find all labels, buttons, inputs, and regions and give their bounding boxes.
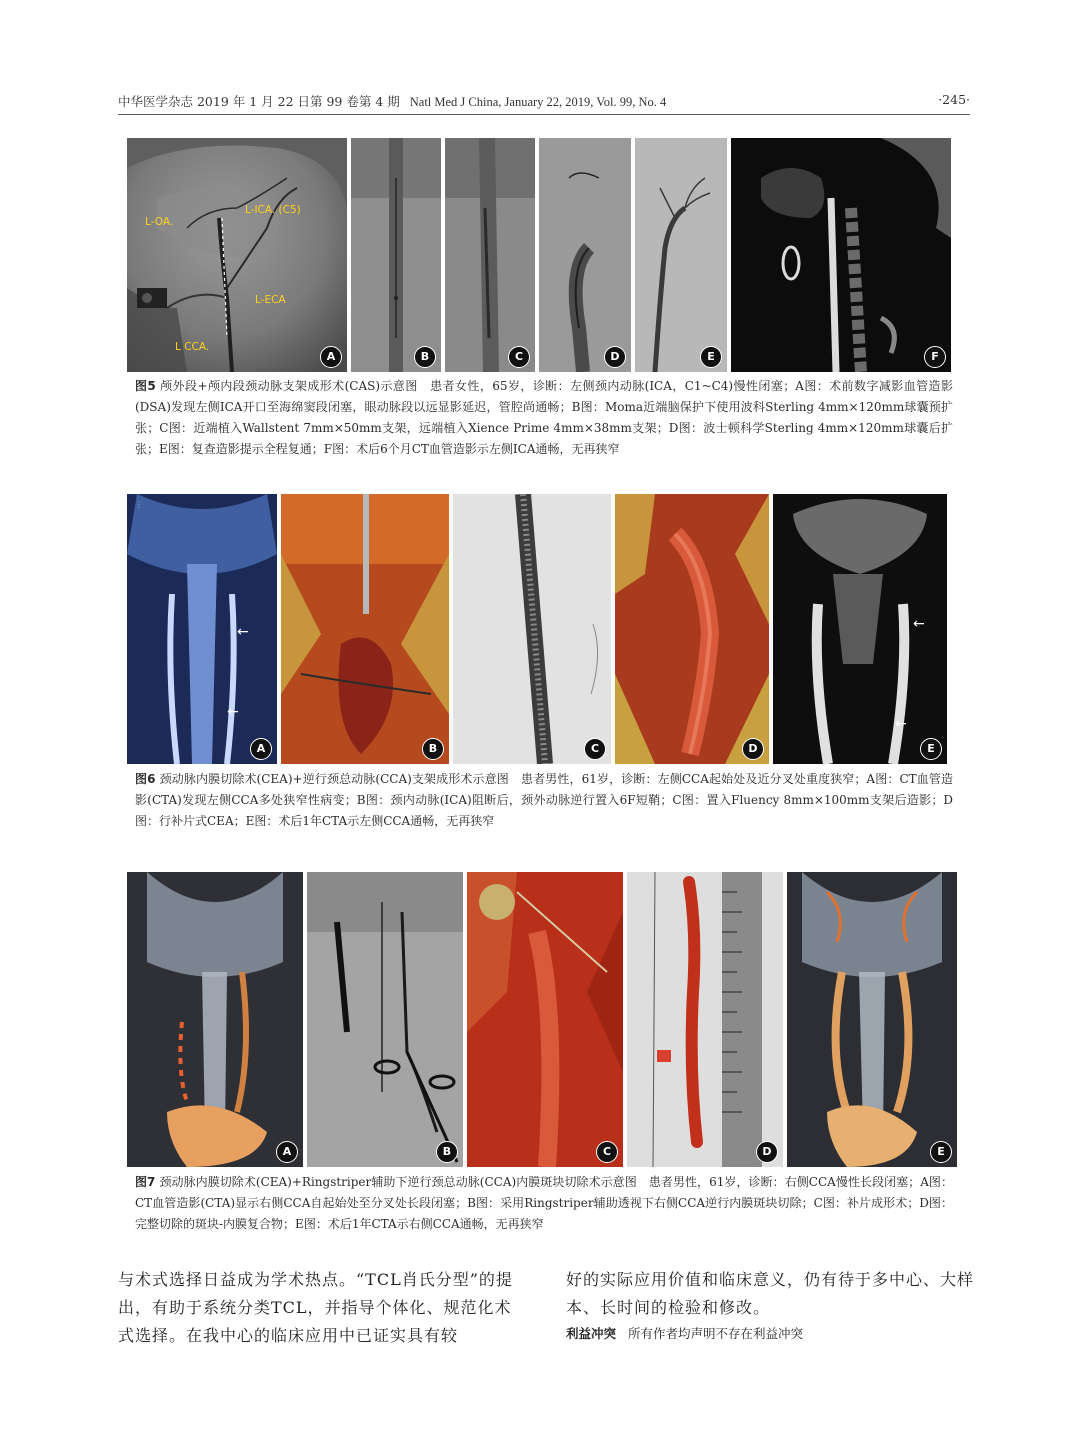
panel-label: F (924, 346, 946, 368)
fluoroscopy-image (445, 138, 535, 372)
figure-6-panel-a (127, 494, 277, 764)
panel-label: B (414, 346, 436, 368)
page-number: ·245· (938, 92, 970, 107)
panel-label: E (920, 738, 942, 760)
figure-6-label: 图6 (135, 772, 156, 786)
figure-7-caption-text: 颈动脉内膜切除术(CEA)+Ringstriper辅助下逆行颈总动脉(CCA)内膜斑块切除术示意图 患者男性，61岁，诊断：右侧CCA慢性长段闭塞；A图：CT血管造影(CTA)显示右侧CCA自起始处至分叉处长段闭塞；B图：采用Ringstriper辅助透视下右侧CCA逆行内膜斑块切除；C图：补片成形术；D图：完整切除的斑块-内膜复合物；E图：术后1年CTA示右侧CCA通畅，无再狭窄 (135, 1175, 953, 1231)
figure-7-label: 图7 (135, 1175, 156, 1189)
figure-7-panel-e (787, 872, 957, 1167)
figure-6-panel-e (773, 494, 947, 764)
panel-label: B (422, 738, 444, 760)
figure-5-caption-text: 颅外段+颅内段颈动脉支架成形术(CAS)示意图 患者女性，65岁，诊断：左侧颈内动脉(ICA，C1~C4)慢性闭塞；A图：术前数字减影血管造影(DSA)发现左侧ICA开口至海绵窦段闭塞，眼动脉段以远显影延迟，管腔尚通畅；B图：Moma近端脑保护下使用波科Sterling 4mm×120mm球囊预扩张；C图：近端植入Wallstent 7mm×50mm支架，远端植入Xience Prime 4mm×38mm支架；D图：波士顿科学Sterling 4mm×120mm球囊后扩张；E图：复查造影提示全程复通；F图：术后6个月CT血管造影示左侧ICA通畅，无再狭窄 (135, 379, 953, 456)
label-l-ica: L-ICA. (C5) (245, 204, 301, 216)
conflict-of-interest (566, 1324, 976, 1344)
panel-label: A (276, 1141, 298, 1163)
figure-5-panel-e (635, 138, 727, 372)
panel-label: D (604, 346, 626, 368)
panel-label: D (742, 738, 764, 760)
fluoroscopy-instruments-image (307, 872, 463, 1167)
figure-7-panel-b (307, 872, 463, 1167)
fluoroscopy-image (539, 138, 631, 372)
figure-7-caption (135, 1172, 953, 1235)
figure-5-caption (135, 376, 953, 460)
header-rule (118, 114, 970, 115)
cta-coronal-blue-image (127, 494, 277, 764)
figure-5-panel-d (539, 138, 631, 372)
journal-info (118, 92, 666, 110)
surgical-photo (467, 872, 623, 1167)
angiography-image (635, 138, 727, 372)
running-header (118, 90, 970, 112)
arrow-icon: ← (237, 624, 249, 640)
panel-label: B (436, 1141, 458, 1163)
surgical-photo (281, 494, 449, 764)
body-column-right (566, 1266, 976, 1344)
label-l-oa: L-OA. (145, 216, 174, 228)
figure-6-panel-d (615, 494, 769, 764)
figure-6-caption (135, 769, 953, 832)
body-column-left: 与术式选择日益成为学术热点。“TCL肖氏分型”的提出，有助于系统分类TCL，并指导个体化、规范化术式选择。在我中心的临床应用中已证实具有较 (118, 1270, 513, 1345)
panel-label: A (320, 346, 342, 368)
conflict-label: 利益冲突 (566, 1326, 617, 1341)
panel-label: D (756, 1141, 778, 1163)
panel-label: A (250, 738, 272, 760)
arrow-icon: ← (227, 704, 239, 720)
panel-label: E (700, 346, 722, 368)
panel-label: E (930, 1141, 952, 1163)
figure-7-panel-d (627, 872, 783, 1167)
figure-6-panel-b (281, 494, 449, 764)
panel-label: C (584, 738, 606, 760)
plaque-specimen-photo (627, 872, 783, 1167)
journal-title-cn: 中华医学杂志 2019 年 1 月 22 日第 99 卷第 4 期 (118, 94, 400, 109)
label-l-eca: L-ECA (255, 294, 286, 306)
arrow-icon: ← (913, 616, 925, 632)
figure-6-panel-c (453, 494, 611, 764)
watermark-text: ⋮ (135, 500, 143, 509)
cta-3d-reconstruction (787, 872, 957, 1167)
figure-7-panel-c (467, 872, 623, 1167)
panel-label: C (508, 346, 530, 368)
figure-5-panel-a (127, 138, 347, 372)
arrow-icon: ← (895, 716, 907, 732)
figure-7 (127, 872, 957, 1167)
figure-5-label: 图5 (135, 379, 156, 393)
conflict-text: 所有作者均声明不存在利益冲突 (628, 1326, 804, 1341)
figure-5-panel-f (731, 138, 951, 372)
fluoroscopy-image (351, 138, 441, 372)
cta-sagittal-image (731, 138, 951, 372)
figure-6 (127, 494, 947, 764)
dsa-lateral-image (127, 138, 347, 372)
cta-3d-reconstruction (127, 872, 303, 1167)
figure-7-panel-a (127, 872, 303, 1167)
figure-5-panel-c (445, 138, 535, 372)
body-paragraph: 好的实际应用价值和临床意义，仍有待于多中心、大样本、长时间的检验和修改。 (566, 1270, 975, 1317)
figure-5 (127, 138, 951, 372)
panel-label: C (596, 1141, 618, 1163)
figure-5-panel-b (351, 138, 441, 372)
label-l-cca: L CCA. (175, 341, 210, 353)
journal-title-en: Natl Med J China, January 22, 2019, Vol. 99, No. 4 (409, 95, 667, 109)
figure-6-caption-text: 颈动脉内膜切除术(CEA)+逆行颈总动脉(CCA)支架成形术示意图 患者男性，61岁，诊断：左侧CCA起始处及近分叉处重度狭窄；A图：CT血管造影(CTA)发现左侧CCA多处狭窄性病变；B图：颈内动脉(ICA)阻断后，颈外动脉逆行置入6F短鞘；C图：置入Fluency 8mm×100mm支架后造影；D图：行补片式CEA；E图：术后1年CTA示左侧CCA通畅，无再狭窄 (135, 772, 954, 828)
stent-angiography-image (453, 494, 611, 764)
surgical-photo (615, 494, 769, 764)
